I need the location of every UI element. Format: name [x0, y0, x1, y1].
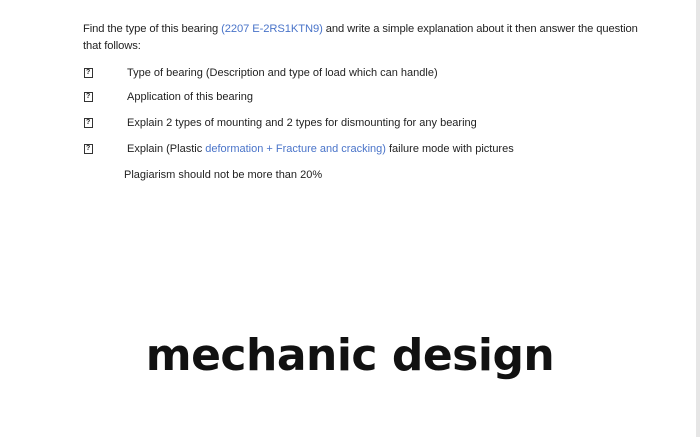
list-item: [83, 89, 253, 105]
list-item-text: [127, 141, 514, 157]
list-item-text-start: Explain (Plastic: [127, 143, 206, 155]
caption-overlay: mechanic design: [145, 330, 555, 381]
intro-text-start: Find the type of this bearing: [83, 23, 222, 35]
missing-glyph-box-icon: [84, 68, 93, 78]
intro-text-end: and write a simple explanation about it then answer the question that follows:: [83, 23, 638, 52]
list-item-text: Type of bearing (Description and type of load which can handle): [127, 67, 438, 79]
failure-mode-highlight: deformation + Fracture and cracking): [205, 143, 386, 155]
list-item-text: Application of this bearing: [127, 91, 253, 103]
list-item: [83, 65, 438, 81]
list-item-text: Explain 2 types of mounting and 2 types for dismounting for any bearing: [127, 117, 477, 129]
missing-glyph-box-icon: [84, 118, 93, 128]
page-edge-divider: [696, 0, 700, 437]
list-item: [83, 115, 477, 131]
list-item: [83, 141, 514, 157]
instruction-paragraph: [83, 21, 643, 55]
missing-glyph-box-icon: [84, 144, 93, 154]
missing-glyph-box-icon: [84, 92, 93, 102]
plagiarism-note: Plagiarism should not be more than 20%: [124, 169, 323, 181]
bearing-code: (2207 E-2RS1KTN9): [221, 23, 323, 35]
list-item-text-end: failure mode with pictures: [385, 143, 514, 155]
